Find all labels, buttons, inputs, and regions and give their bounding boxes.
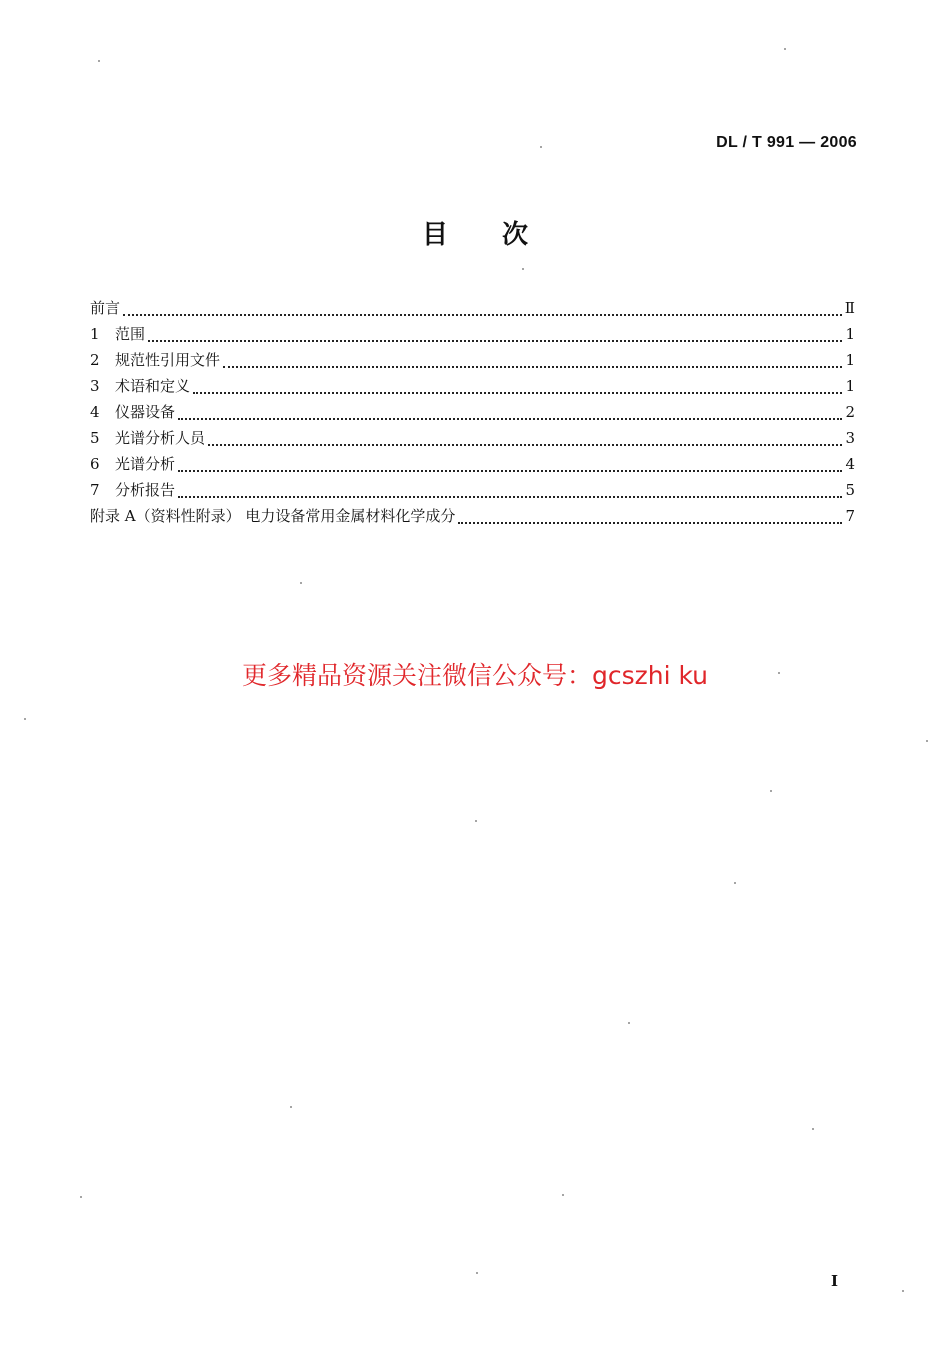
- toc-entry-page: 3: [845, 429, 855, 447]
- page-number: I: [830, 1272, 838, 1290]
- toc-leader-dots: [178, 496, 842, 498]
- toc-entry-foreword[interactable]: [90, 295, 855, 321]
- toc-entry-label: 分析报告: [115, 481, 176, 499]
- toc-entry-number: 4: [90, 403, 100, 421]
- toc-entry-appendix-a[interactable]: [90, 503, 855, 529]
- toc-title: [0, 214, 950, 251]
- toc-entry-label: 光谱分析人员: [115, 429, 206, 447]
- toc-entry-2[interactable]: [90, 347, 855, 373]
- standard-code: DL / T 991 — 2006: [716, 134, 857, 151]
- scan-speck: [770, 790, 772, 792]
- toc-entry-number: 2: [90, 351, 100, 369]
- scan-speck: [902, 1290, 904, 1292]
- scan-speck: [628, 1022, 630, 1024]
- toc-entry-page: 7: [845, 507, 855, 525]
- toc-title-char: 目: [421, 220, 448, 250]
- scan-speck: [812, 1128, 814, 1130]
- scan-speck: [475, 820, 477, 822]
- toc-leader-dots: [178, 418, 842, 420]
- toc-entry-page: 2: [845, 403, 855, 421]
- scan-speck: [80, 1196, 82, 1198]
- toc-entry-label: 仪器设备: [115, 403, 176, 421]
- toc-leader-dots: [178, 470, 842, 472]
- toc-entry-number: 6: [90, 455, 100, 473]
- toc-leader-dots: [148, 340, 842, 342]
- toc-leader-dots: [458, 522, 842, 524]
- toc-entry-4[interactable]: [90, 399, 855, 425]
- toc-entry-label: 前言: [90, 299, 121, 317]
- toc-title-char: 次: [502, 220, 529, 250]
- toc-entry-label: 附录 A（资料性附录） 电力设备常用金属材料化学成分: [90, 507, 456, 525]
- toc-entry-3[interactable]: [90, 373, 855, 399]
- scan-speck: [98, 60, 100, 62]
- toc-entry-label: 光谱分析: [115, 455, 176, 473]
- toc-entry-label: 术语和定义: [115, 377, 191, 395]
- toc-leader-dots: [223, 366, 842, 368]
- toc-entry-page: 5: [845, 481, 855, 499]
- toc-leader-dots: [208, 444, 842, 446]
- toc-entry-page: 1: [845, 377, 855, 395]
- toc-entry-6[interactable]: [90, 451, 855, 477]
- toc-entry-page: 1: [845, 325, 855, 343]
- scan-speck: [926, 740, 928, 742]
- toc-entry-page: 4: [845, 455, 855, 473]
- toc-entry-number: 1: [90, 325, 100, 343]
- scan-speck: [300, 582, 302, 584]
- toc-entry-page: 1: [845, 351, 855, 369]
- toc-entry-label: 规范性引用文件: [115, 351, 221, 369]
- scan-speck: [24, 718, 26, 720]
- table-of-contents: [90, 295, 855, 529]
- scan-speck: [522, 268, 524, 270]
- toc-entry-number: 7: [90, 481, 100, 499]
- scan-speck: [540, 146, 542, 148]
- toc-leader-dots: [193, 392, 842, 394]
- toc-entry-number: 3: [90, 377, 100, 395]
- toc-entry-page: Ⅱ: [844, 299, 855, 317]
- scan-speck: [476, 1272, 478, 1274]
- watermark-notice: 更多精品资源关注微信公众号：gcszhi ku: [241, 661, 709, 690]
- toc-entry-7[interactable]: [90, 477, 855, 503]
- scan-speck: [734, 882, 736, 884]
- toc-entry-number: 5: [90, 429, 100, 447]
- scan-speck: [778, 672, 780, 674]
- scan-speck: [562, 1194, 564, 1196]
- scan-speck: [784, 48, 786, 50]
- toc-entry-1[interactable]: [90, 321, 855, 347]
- toc-entry-label: 范围: [115, 325, 146, 343]
- toc-leader-dots: [123, 314, 842, 316]
- scan-speck: [290, 1106, 292, 1108]
- toc-entry-5[interactable]: [90, 425, 855, 451]
